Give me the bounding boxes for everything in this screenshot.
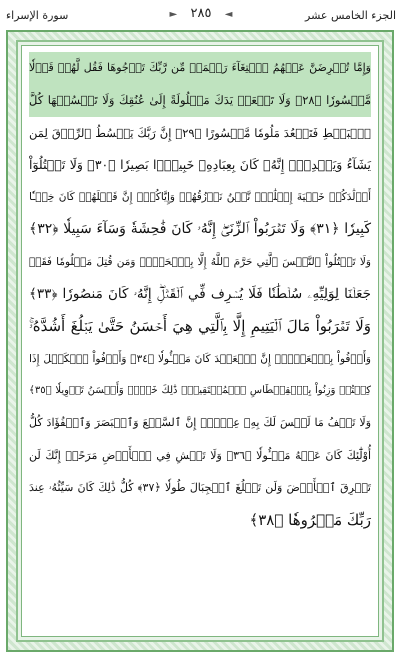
text-line-6[interactable]: كَبِيرٗا ﴿٣١﴾ وَلَا تَقۡرَبُواْ ٱلزِّنَىٰٓۖ إِنَّهُۥ كَانَ فَٰحِشَةٗ وَسَآءَ سَبِيلٗا ﴿٣٢﴾ (29, 221, 371, 238)
quran-text-area[interactable] (21, 45, 379, 637)
prev-page-arrow-icon[interactable]: ◄ (224, 9, 233, 20)
text-line-14[interactable]: تَخۡرِقَ ٱلۡأَرۡضَ وَلَن تَبۡلُغَ ٱلۡجِبَالَ طُولٗا ﴿٣٧﴾ كُلُّ ذَٰلِكَ كَانَ سَيِّئُهُۥ عِندَ (29, 480, 371, 494)
text-line-1[interactable]: وَإِمَّا تُعۡرِضَنَّ عَنۡهُمُ ٱبۡتِغَآءَ رَحۡمَةٖ مِّن رَّبِّكَ تَرۡجُوهَا فَقُل لَّهُمۡ قَوۡلٗا (29, 52, 371, 84)
text-line-7[interactable]: وَلَا تَقۡتُلُواْ ٱلنَّفۡسَ ٱلَّتِي حَرَّمَ ٱللَّهُ إِلَّا بِٱلۡحَقِّۗ وَمَن قُتِلَ مَظۡلُومٗا فَقَدۡ (29, 255, 371, 268)
text-line-13[interactable]: أُوْلَٰٓئِكَ كَانَ عَنۡهُ مَسۡـُٔولٗا ﴿٣٦﴾ وَلَا تَمۡشِ فِي ٱلۡأَرۡضِ مَرَحًاۖ إِنَّكَ لَن (29, 448, 372, 462)
frame-border-inner (16, 40, 384, 642)
text-line-4[interactable]: يَشَآءُ وَيَقۡدِرُۚ إِنَّهُۥ كَانَ بِعِبَادِهِۦ خَبِيرَۢا بَصِيرٗا ﴿٣٠﴾ وَلَا تَقۡتُلُوٓاْ (29, 156, 371, 172)
juz-label: الجزء الخامس عشر (305, 9, 396, 22)
text-line-3[interactable]: ٱلۡبَسۡطِ فَتَقۡعُدَ مَلُومٗا مَّحۡسُورًا ﴿٢٩﴾ إِنَّ رَبَّكَ يَبۡسُطُ ٱلرِّزۡقَ لِمَن (29, 125, 371, 140)
text-line-15[interactable]: رَبِّكَ مَكۡرُوهٗا ﴿٣٨﴾ (249, 511, 371, 530)
mushaf-page-frame (6, 30, 394, 652)
page-header (0, 0, 402, 30)
text-line-12[interactable]: وَلَا تَقۡفُ مَا لَيۡسَ لَكَ بِهِۦ عِلۡمٌۚ إِنَّ ٱلسَّمۡعَ وَٱلۡبَصَرَ وَٱلۡفُؤَادَ كُلُّ (29, 416, 371, 430)
page-number: ٢٨٥ (190, 6, 212, 21)
text-line-9[interactable]: وَلَا تَقۡرَبُواْ مَالَ ٱلۡيَتِيمِ إِلَّا بِٱلَّتِي هِيَ أَحۡسَنُ حَتَّىٰ يَبۡلُغَ أَشُدَّهُۥۚ (29, 317, 371, 336)
text-line-10[interactable]: وَأَوۡفُواْ بِٱلۡعَهۡدِۖ إِنَّ ٱلۡعَهۡدَ كَانَ مَسۡـُٔولٗا ﴿٣٤﴾ وَأَوۡفُواْ ٱلۡكَيۡلَ إِذَا (29, 352, 371, 365)
next-page-arrow-icon[interactable]: ► (169, 9, 178, 20)
surah-name: سورة الإسراء (6, 9, 69, 22)
text-line-8[interactable]: جَعَلۡنَا لِوَلِيِّهِۦ سُلۡطَٰنٗا فَلَا يُسۡرِف فِّي ٱلۡقَتۡلِۖ إِنَّهُۥ كَانَ مَنصُورٗا ﴿٣٣﴾ (29, 286, 371, 303)
text-line-11[interactable]: كِلۡتُمۡ وَزِنُواْ بِٱلۡقِسۡطَاسِ ٱلۡمُسۡتَقِيمِۚ ذَٰلِكَ خَيۡرٞ وَأَحۡسَنُ تَأۡوِيلٗا ﴿٣٥﴾ (29, 384, 371, 396)
text-line-2[interactable]: مَّيۡسُورٗا ﴿٢٨﴾ وَلَا تَجۡعَلۡ يَدَكَ مَغۡلُولَةً إِلَىٰ عُنُقِكَ وَلَا تَبۡسُطۡهَا كُلَّ (29, 84, 371, 116)
text-line-5[interactable]: أَوۡلَٰدَكُمۡ خَشۡيَةَ إِمۡلَٰقٖۖ نَّحۡنُ نَرۡزُقُهُمۡ وَإِيَّاكُمۡۚ إِنَّ قَتۡلَهُمۡ كَانَ خِطۡـٔٗا (29, 191, 371, 204)
